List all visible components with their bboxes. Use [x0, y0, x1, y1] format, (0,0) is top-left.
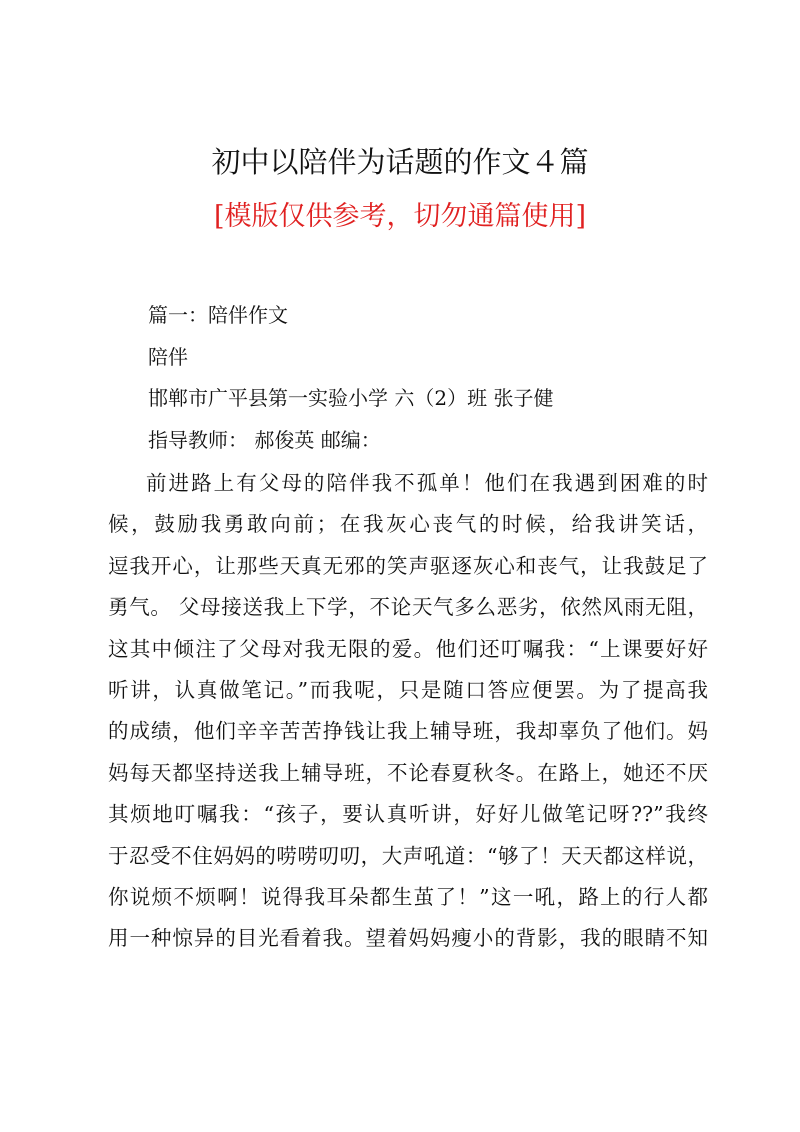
body-line: 这其中倾注了父母对我无限的爱。他们还叮嘱我：“上课要好好: [108, 636, 708, 661]
essay-title: 陪伴: [148, 345, 188, 369]
body-line: 于忍受不住妈妈的唠唠叨叨，大声吼道：“够了！天天都这样说，: [108, 843, 708, 868]
teacher-line: 指导教师： 郝俊英 邮编：: [148, 428, 381, 452]
author-line: 邯郸市广平县第一实验小学 六（2）班 张子健: [148, 386, 554, 410]
body-line: 用一种惊异的目光看着我。望着妈妈瘦小的背影，我的眼睛不知: [108, 926, 708, 951]
body-line: 的成绩，他们辛辛苦苦挣钱让我上辅导班，我却辜负了他们。妈: [108, 719, 708, 744]
document-title: 初中以陪伴为话题的作文４篇: [211, 145, 589, 179]
body-line: 你说烦不烦啊！说得我耳朵都生茧了！”这一吼，路上的行人都: [108, 885, 708, 910]
essay-body: [108, 463, 708, 960]
body-line: 妈每天都坚持送我上辅导班，不论春夏秋冬。在路上，她还不厌: [108, 760, 708, 785]
body-line: 勇气。 父母接送我上下学，不论天气多么恶劣，依然风雨无阻，: [108, 595, 708, 620]
template-disclaimer: [模版仅供参考，切勿通篇使用]: [213, 201, 587, 232]
body-line: 候，鼓励我勇敢向前；在我灰心丧气的时候，给我讲笑话，: [108, 512, 708, 537]
body-line: 逗我开心，让那些天真无邪的笑声驱逐灰心和丧气，让我鼓足了: [108, 553, 708, 578]
body-line: 前进路上有父母的陪伴我不孤单！他们在我遇到困难的时: [146, 471, 708, 495]
chapter-heading: 篇一：陪伴作文: [148, 303, 288, 327]
body-line: 其烦地叮嘱我：“孩子，要认真听讲，好好儿做笔记呀??”我终: [108, 802, 708, 827]
body-line: 听讲，认真做笔记。”而我呢，只是随口答应便罢。为了提高我: [108, 678, 708, 703]
